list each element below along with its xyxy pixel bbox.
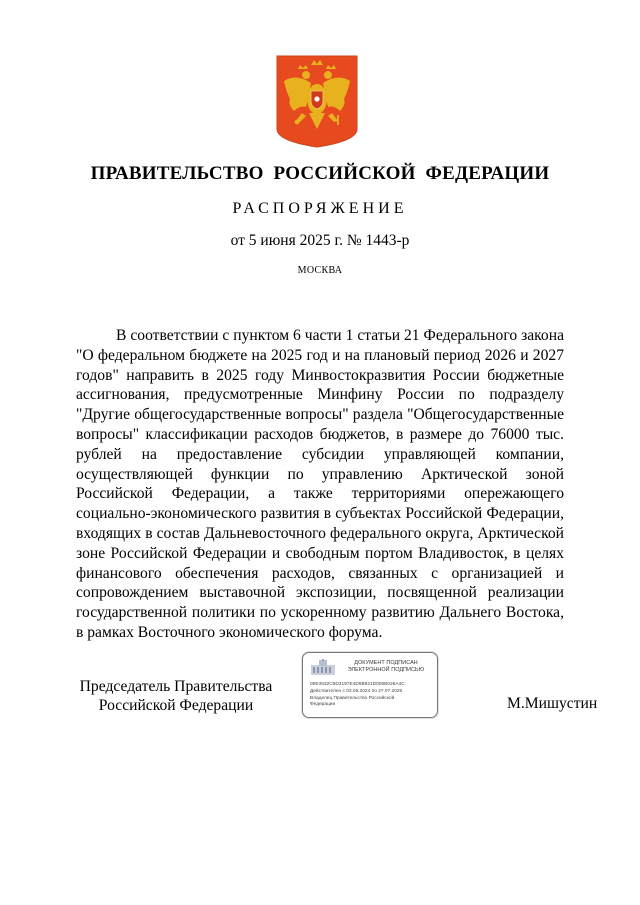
government-title: ПРАВИТЕЛЬСТВО РОССИЙСКОЙ ФЕДЕРАЦИИ (90, 163, 550, 184)
document-date-number: от 5 июня 2025 г. № 1443-р (230, 232, 410, 249)
document-type: РАСПОРЯЖЕНИЕ (232, 200, 408, 217)
russian-coat-of-arms-icon (276, 55, 358, 148)
signatory-position (76, 677, 276, 715)
signatory-position-line1: Председатель Правительства (79, 678, 273, 695)
document-city: МОСКВА (297, 265, 343, 276)
signatory-position-line2: Российской Федерации (98, 697, 254, 714)
electronic-signature-stamp (302, 652, 438, 718)
stamp-validity: Действителен с 03.05.2024 по 27.07.2025 (310, 689, 403, 694)
stamp-header (337, 660, 435, 674)
stamp-owner-line1: Владелец Правительство Российской (310, 696, 395, 701)
stamp-certificate: 00E3632C6D3197E4D9B921D006B028A4C (310, 682, 405, 687)
government-building-icon (310, 659, 336, 676)
stamp-owner-line2: Федерации (310, 702, 336, 707)
order-paragraph: В соответствии с пунктом 6 части 1 статьи 21 Федерального закона "О федеральном бюджете на 2025 год и на плановый период 2026 и 2027 годов" направить в 2025 году Минвостокразвития России бюджетные ассигнования, предусмотренные Минфину России по подразделу "Другие общегосударственные вопросы" раздела "Общегосударственные вопросы" классификации расходов бюджетов, в размере до 76000 тыс. рублей на предоставление субсидии управляющей компании, осуществляющей функции по управлению Арктической зоной Российской Федерации, а также территориями опережающего социально-экономического развития в субъектах Российской Федерации, входящих в состав Дальневосточного федерального округа, Арктической зоне Российской Федерации и свободным портом Владивосток, в целях финансового обеспечения расходов, связанных с организацией и сопровождением выставочной экспозиции, посвященной реализации государственной политики по ускоренному развитию Дальнего Востока, в рамках Восточного экономического форума. (76, 327, 564, 641)
stamp-header-line2: ЭЛЕКТРОННОЙ ПОДПИСЬЮ (347, 667, 425, 673)
signatory-name: М.Мишустин (507, 695, 598, 712)
stamp-header-line1: ДОКУМЕНТ ПОДПИСАН (354, 660, 418, 666)
